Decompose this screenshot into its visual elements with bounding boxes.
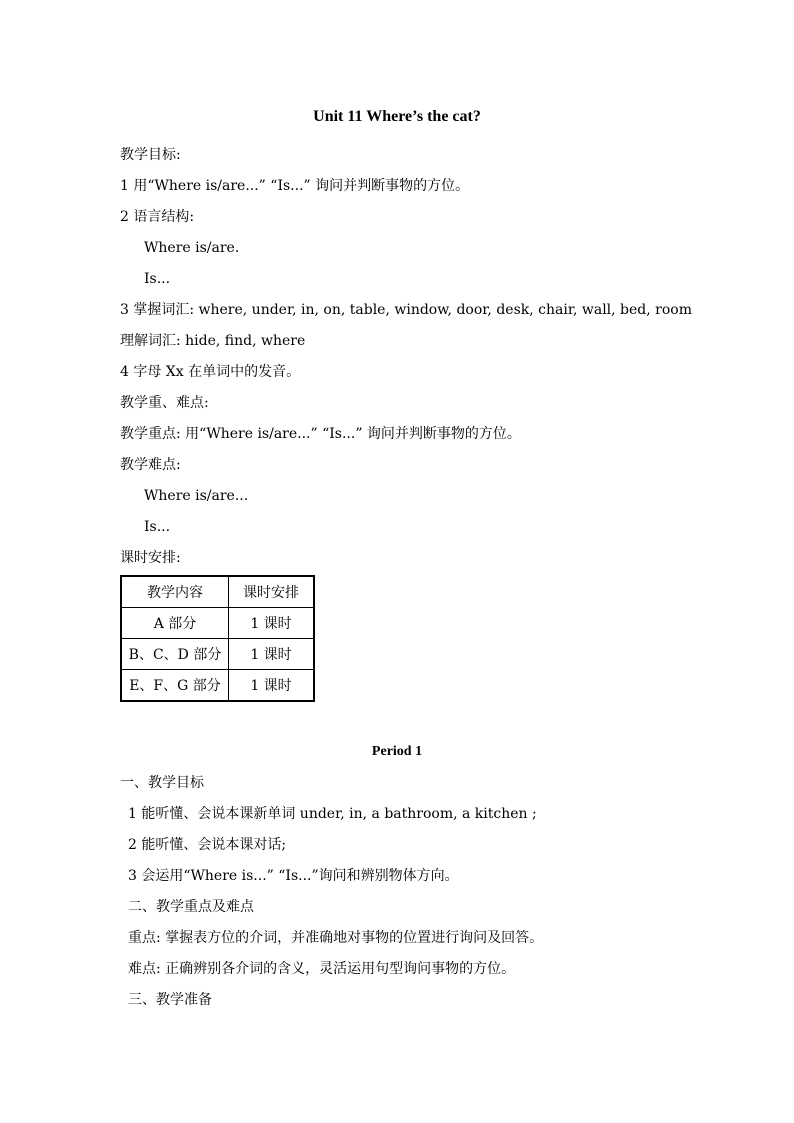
objective-3: 3 掌握词汇: where, under, in, on, table, window, door, desk, chair, wall, bed, room (120, 302, 692, 318)
period-key-point: 重点: 掌握表方位的介词，并准确地对事物的位置进行询问及回答。 (128, 930, 544, 946)
key-points-heading: 教学重、难点: (120, 395, 209, 411)
table-cell: B、C、D 部分 (121, 639, 229, 670)
period-objectives-heading: 一、教学目标 (120, 775, 204, 791)
schedule-table (120, 575, 315, 702)
period-objective-3: 3 会运用“Where is...” “Is...”询问和辨别物体方向。 (128, 868, 459, 884)
structure-line-1: Where is/are. (144, 240, 240, 256)
understand-vocab: 理解词汇: hide, find, where (120, 333, 306, 349)
period-key-heading: 二、教学重点及难点 (128, 899, 254, 915)
table-header-row (121, 576, 314, 608)
objective-1: 1 用“Where is/are...” “Is...” 询问并判断事物的方位。 (120, 178, 470, 194)
table-header-cell: 课时安排 (229, 576, 315, 608)
table-row (121, 608, 314, 639)
difficulty-line-1: Where is/are... (144, 488, 249, 504)
unit-title: Unit 11 Where’s the cat? (313, 108, 481, 125)
key-point: 教学重点: 用“Where is/are...” “Is...” 询问并判断事物的方位。 (120, 426, 521, 442)
table-row (121, 670, 314, 702)
table-row (121, 639, 314, 670)
objectives-heading: 教学目标: (120, 147, 181, 163)
period-preparation-heading: 三、教学准备 (128, 992, 212, 1008)
table-cell: 1 课时 (229, 670, 315, 702)
table-header-cell: 教学内容 (121, 576, 229, 608)
difficulty-heading: 教学难点: (120, 457, 181, 473)
table-cell: 1 课时 (229, 608, 315, 639)
structure-line-2: Is... (144, 271, 171, 287)
period-difficulty: 难点: 正确辨别各介词的含义，灵活运用句型询问事物的方位。 (128, 961, 516, 977)
objective-4: 4 字母 Xx 在单词中的发音。 (120, 364, 301, 380)
schedule-heading: 课时安排: (120, 550, 181, 566)
period-objective-1: 1 能听懂、会说本课新单词 under, in, a bathroom, a kitchen ; (128, 806, 537, 822)
period-objective-2: 2 能听懂、会说本课对话; (128, 837, 287, 853)
period-title: Period 1 (371, 744, 423, 759)
objective-2: 2 语言结构: (120, 209, 195, 225)
table-cell: 1 课时 (229, 639, 315, 670)
table-cell: E、F、G 部分 (121, 670, 229, 702)
table-cell: A 部分 (121, 608, 229, 639)
difficulty-line-2: Is... (144, 519, 171, 535)
